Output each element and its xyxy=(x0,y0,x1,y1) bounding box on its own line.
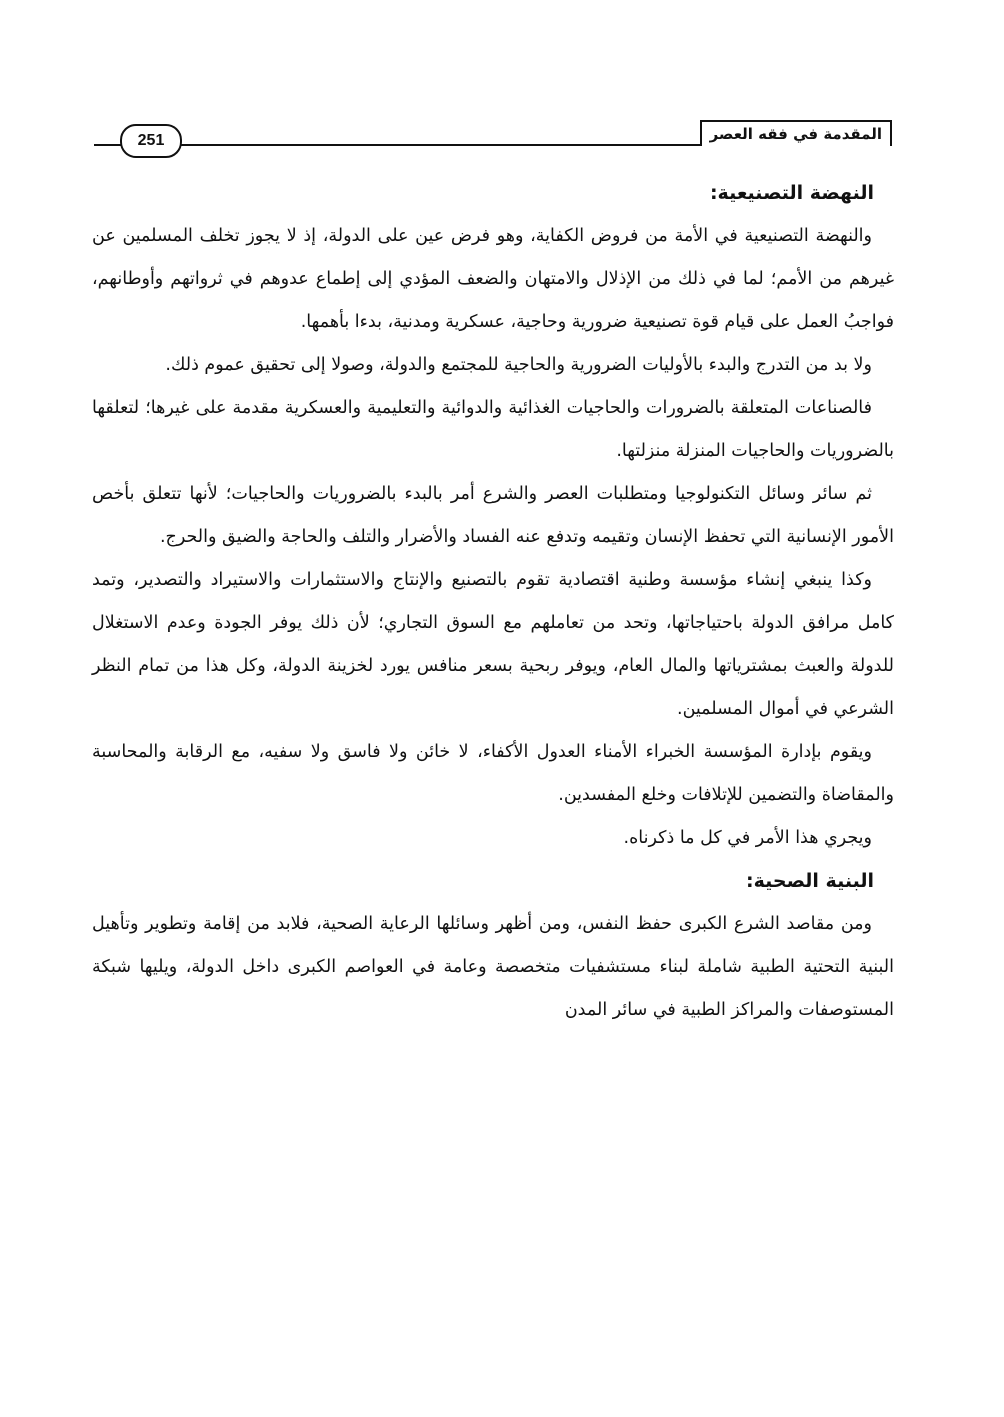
paragraph: ثم سائر وسائل التكنولوجيا ومتطلبات العصر والشرع أمر بالبدء بالضروريات والحاجيات؛ لأنها تتعلق بأخص الأمور الإنسانية التي تحفظ الإنسان وتقيمه وتدفع عنه الفساد والأضرار والتلف والحاجة والضيق والحرج. xyxy=(92,484,894,547)
paragraph: والنهضة التصنيعية في الأمة من فروض الكفاية، وهو فرض عين على الدولة، إذ لا يجوز تخلف المسلمين عن غيرهم من الأمم؛ لما في ذلك من الإذلال والامتهان والضعف المؤدي إلى إطماع عدوهم في ثرواتهم وأوطانهم، فواجبُ العمل على قيام قوة تصنيعية ضرورية وحاجية، عسكرية ومدنية، بدءا بأهمها. xyxy=(92,226,894,332)
section-heading-health: البنية الصحية: xyxy=(746,870,874,892)
running-header xyxy=(94,116,892,154)
running-title: المقدمة في فقه العصر xyxy=(700,120,892,146)
paragraph: فالصناعات المتعلقة بالضرورات والحاجيات الغذائية والدوائية والتعليمية والعسكرية مقدمة على غيرها؛ لتعلقها بالضروريات والحاجيات المنزلة منزلتها. xyxy=(92,398,894,461)
paragraph: ومن مقاصد الشرع الكبرى حفظ النفس، ومن أظهر وسائلها الرعاية الصحية، فلابد من إقامة وتطوير وتأهيل البنية التحتية الطبية شاملة لبناء مستشفيات متخصصة وعامة في العواصم الكبرى داخل الدولة، ويليها شبكة المستوصفات والمراكز الطبية في سائر المدن xyxy=(92,914,894,1020)
paragraph: وكذا ينبغي إنشاء مؤسسة وطنية اقتصادية تقوم بالتصنيع والإنتاج والاستثمارات والاستيراد والتصدير، وتمد كامل مرافق الدولة باحتياجاتها، وتحد من تعاملهم مع السوق التجاري؛ لأن ذلك يوفر الجودة وعدم الاستغلال للدولة والعبث بمشترياتها والمال العام، ويوفر ربحية بسعر منافس يورد لخزينة الدولة، وكل هذا من تمام النظر الشرعي في أموال المسلمين. xyxy=(92,570,894,719)
page-body xyxy=(92,172,894,1032)
section-heading-industrial: النهضة التصنيعية: xyxy=(709,182,874,204)
paragraph: ويقوم بإدارة المؤسسة الخبراء الأمناء العدول الأكفاء، لا خائن ولا فاسق ولا سفيه، مع الرقابة والمحاسبة والمقاضاة والتضمين للإتلافات وخلع المفسدين. xyxy=(92,742,894,805)
paragraph: ويجري هذا الأمر في كل ما ذكرناه. xyxy=(623,828,872,848)
page-number: 251 xyxy=(120,124,182,158)
paragraph: ولا بد من التدرج والبدء بالأوليات الضرورية والحاجية للمجتمع والدولة، وصولا إلى تحقيق عموم ذلك. xyxy=(165,355,872,375)
